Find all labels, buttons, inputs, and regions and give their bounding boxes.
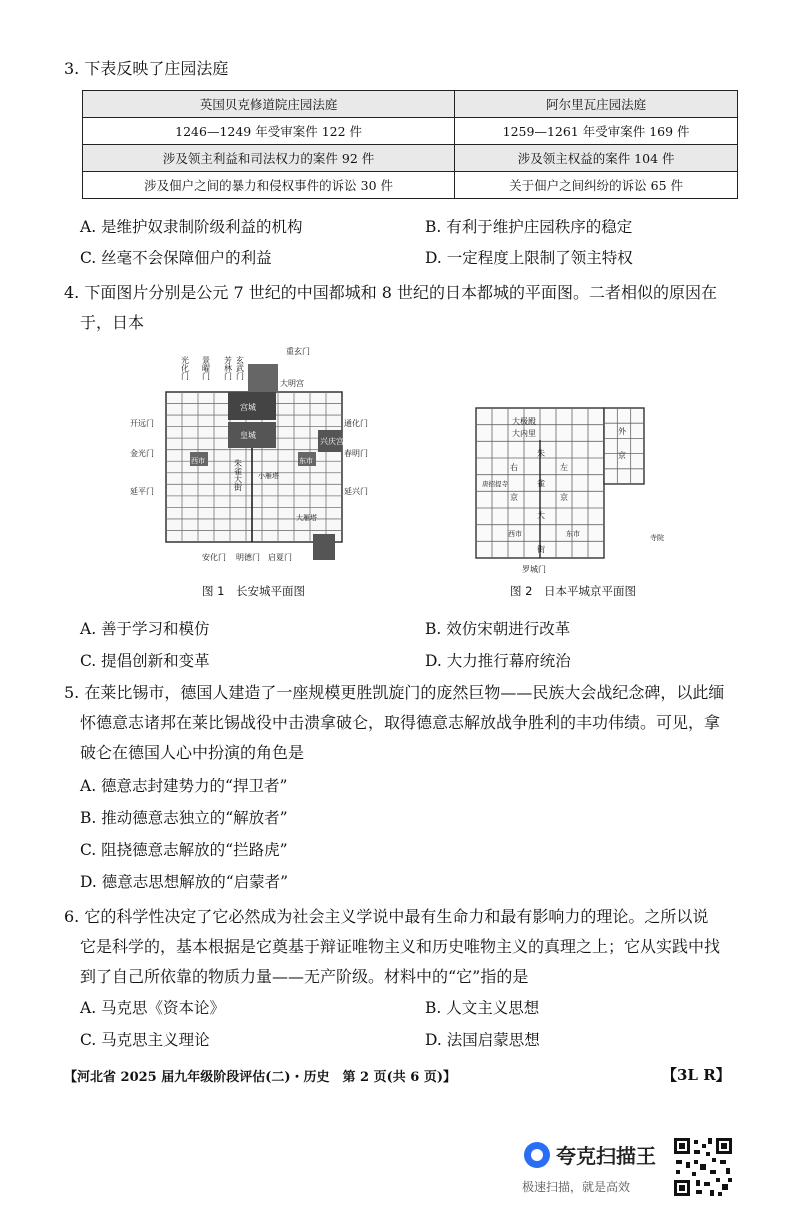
- gate-chongxuan: 重玄门: [286, 347, 310, 356]
- q4-option-d: D. 大力推行幕府统治: [425, 652, 571, 670]
- east-market-label: 东市: [299, 457, 313, 465]
- heijokyo-city-map: [470, 400, 690, 575]
- gate-fanglin: 芳林门: [223, 356, 233, 380]
- q4-option-c: C. 提倡创新和变革: [80, 652, 210, 670]
- table-cell: 涉及领主利益和司法权力的案件 92 件: [83, 145, 455, 172]
- q6-stem-line2: 它是科学的，基本根据是它奠基于辩证唯物主义和历史唯物主义的真理之上；它从实践中找: [80, 937, 721, 956]
- jing-left-char: 京: [560, 493, 568, 502]
- gate-anhua: 安化门: [202, 553, 226, 562]
- toshodaiji-label: 唐招提寺: [482, 480, 508, 488]
- rajomon-label: 罗城门: [522, 565, 546, 574]
- gate-jingyao: 景曜门: [201, 356, 211, 380]
- small-pagoda-label: 小雁塔: [258, 472, 279, 480]
- daming-palace: [248, 364, 278, 392]
- daigokuden-label: 大极殿: [512, 417, 536, 426]
- q5-option-d: D. 德意志思想解放的“启蒙者”: [80, 873, 289, 891]
- table-header: 英国贝克修道院庄园法庭: [83, 91, 455, 118]
- table-cell: 1246—1249 年受审案件 122 件: [83, 118, 455, 145]
- wai-char: 外: [618, 427, 626, 436]
- daming-label: 大明宫: [280, 379, 304, 388]
- changan-city-map: [128, 344, 378, 574]
- qujiang-pool: [313, 534, 335, 560]
- palace-label: 宫城: [240, 403, 256, 412]
- q4-stem-line2: 于，日本: [80, 313, 145, 332]
- zhu-char: 朱: [537, 449, 545, 458]
- gate-jinguang: 金光门: [130, 449, 154, 458]
- zhuque-label: 朱雀大街: [233, 459, 243, 491]
- jie-char: 街: [537, 545, 545, 554]
- q3-option-a: A. 是维护奴隶制阶级利益的机构: [80, 218, 303, 236]
- q6-option-b: B. 人文主义思想: [425, 999, 540, 1017]
- gate-yanping: 延平门: [130, 487, 154, 496]
- scanner-brand: 夸克扫描王: [556, 1144, 656, 1168]
- wai-jing-char: 京: [618, 451, 626, 460]
- q3-option-c: C. 丝毫不会保障佃户的利益: [80, 249, 272, 267]
- table-cell: 关于佃户之间纠纷的诉讼 65 件: [455, 172, 738, 199]
- table-cell: 涉及领主权益的案件 104 件: [455, 145, 738, 172]
- gate-yanxing: 延兴门: [344, 487, 368, 496]
- que-char: 雀: [537, 479, 545, 488]
- west-market-label-jp: 西市: [508, 530, 522, 538]
- q4-stem-line1: 4. 下面图片分别是公元 7 世纪的中国都城和 8 世纪的日本都城的平面图。二者相似的原因在: [64, 283, 718, 302]
- page-footer: 【河北省 2025 届九年级阶段评估(二)・历史 第 2 页(共 6 页)】: [64, 1070, 457, 1085]
- zuo-char: 左: [560, 463, 568, 472]
- q3-option-d: D. 一定程度上限制了领主特权: [425, 249, 633, 267]
- q4-option-a: A. 善于学习和模仿: [80, 620, 210, 638]
- da-char: 大: [537, 511, 545, 520]
- quark-logo-icon: [524, 1142, 550, 1168]
- dairi-label: 大内里: [512, 429, 536, 438]
- gate-qixia: 启夏门: [268, 553, 292, 562]
- q3-option-b: B. 有利于维护庄园秩序的稳定: [425, 218, 633, 236]
- q5-stem-line1: 5. 在莱比锡市，德国人建造了一座规模更胜凯旋门的庞然巨物——民族大会战纪念碑，以此缅: [64, 683, 725, 702]
- gate-mingde: 明德门: [236, 553, 260, 562]
- q3-stem: 3. 下表反映了庄园法庭: [64, 59, 229, 78]
- gate-kaiyuan: 开远门: [130, 419, 154, 428]
- q5-option-a: A. 德意志封建势力的“捍卫者”: [80, 777, 288, 795]
- table-cell: 涉及佃户之间的暴力和侵权事件的诉讼 30 件: [83, 172, 455, 199]
- xingqing-label: 兴庆宫: [320, 437, 344, 446]
- q4-option-b: B. 效仿宋朝进行改革: [425, 620, 571, 638]
- temple-label: 寺院: [650, 534, 664, 542]
- exam-code: 【3L R】: [662, 1066, 731, 1084]
- q5-stem-line3: 破仑在德国人心中扮演的角色是: [80, 743, 305, 762]
- jing-right-char: 京: [510, 493, 518, 502]
- table-cell: 1259—1261 年受审案件 169 件: [455, 118, 738, 145]
- q5-stem-line2: 怀德意志诸邦在莱比锡战役中击溃拿破仑，取得德意志解放战争胜利的丰功伟绩。可见，拿: [80, 713, 721, 732]
- q6-option-a: A. 马克思《资本论》: [80, 999, 226, 1017]
- q5-option-b: B. 推动德意志独立的“解放者”: [80, 809, 288, 827]
- q6-stem-line1: 6. 它的科学性决定了它必然成为社会主义学说中最有生命力和最有影响力的理论。之所以说: [64, 907, 709, 926]
- big-pagoda-label: 大雁塔: [296, 514, 317, 522]
- table-header: 阿尔里瓦庄园法庭: [455, 91, 738, 118]
- imperial-label: 皇城: [240, 431, 256, 440]
- manor-court-table: [82, 90, 738, 199]
- east-market-label-jp: 东市: [566, 530, 580, 538]
- qr-code-icon: [672, 1136, 734, 1198]
- q6-option-d: D. 法国启蒙思想: [425, 1031, 540, 1049]
- fig2-caption: 图 2 日本平城京平面图: [510, 584, 636, 598]
- q6-option-c: C. 马克思主义理论: [80, 1031, 210, 1049]
- gate-tonghua: 通化门: [344, 419, 368, 428]
- gate-chunming: 春明门: [344, 449, 368, 458]
- gate-guanghua: 光化门: [180, 356, 190, 380]
- q5-option-c: C. 阻挠德意志解放的“拦路虎”: [80, 841, 288, 859]
- fig1-caption: 图 1 长安城平面图: [202, 584, 305, 598]
- west-market-label: 西市: [191, 457, 205, 465]
- q6-stem-line3: 到了自己所依靠的物质力量——无产阶级。材料中的“它”指的是: [80, 967, 529, 986]
- gate-xuanwu: 玄武门: [235, 356, 245, 380]
- scanner-slogan: 极速扫描，就是高效: [522, 1180, 631, 1194]
- you-char: 右: [510, 463, 518, 472]
